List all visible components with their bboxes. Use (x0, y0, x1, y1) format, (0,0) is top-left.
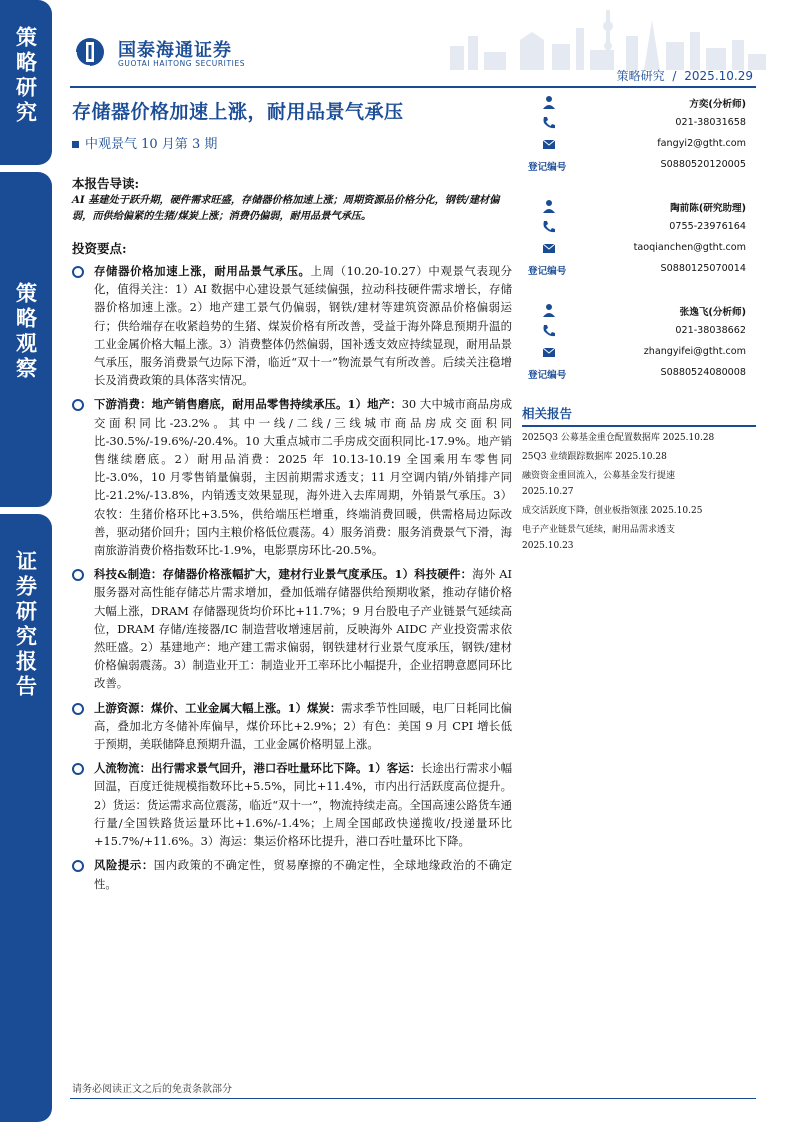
related-report-item[interactable]: 25Q3 业绩跟踪数据库 2025.10.28 (522, 452, 667, 462)
registration-label: 登记编号 (528, 370, 567, 381)
registration-label: 登记编号 (528, 162, 567, 173)
registration-number: S0880125070014 (660, 263, 746, 274)
analyst-email[interactable]: fangyi2@gtht.com (657, 138, 746, 149)
analyst-phone: 021-38031658 (675, 117, 746, 128)
related-report-item[interactable]: 电子产业链景气延续，耐用品需求透支 2025.10.23 (522, 525, 676, 551)
related-reports-heading: 相关报告 (522, 404, 756, 427)
brand-logo-icon (74, 36, 110, 68)
analyst-panel (528, 92, 756, 404)
report-date: 2025.10.29 (684, 69, 753, 83)
analyst-phone: 0755-23976164 (669, 221, 746, 232)
person-icon (542, 303, 556, 317)
analyst-card (528, 300, 756, 404)
analyst-name: 方奕(分析师) (689, 99, 746, 110)
registration-number: S0880524080008 (660, 367, 746, 378)
header-separator: / (672, 69, 677, 83)
registration-label: 登记编号 (528, 266, 567, 277)
points-heading: 投资要点: (72, 241, 127, 256)
sidebar-block-strategy-observation: 策略观察 (0, 172, 52, 507)
email-icon (542, 345, 556, 359)
report-title: 存储器价格加速上涨，耐用品景气承压 (72, 101, 404, 123)
bullet-icon (72, 703, 84, 715)
analyst-email[interactable]: zhangyifei@gtht.com (643, 346, 746, 357)
analyst-name: 张逸飞(分析师) (679, 307, 746, 318)
city-skyline-decoration (440, 6, 770, 70)
point-item: 人流物流：出行需求景气回升，港口吞吐量环比下降。1）客运：长途出行需求小幅回温，百度迁徙规模指数环比+5.5%，同比+11.4%，市内出行活跃度高位提升。2）货运：货运需求高位震荡，临近“双十一”，物流持续走高。全国高速公路货车通行量/全国铁路货运量环比+1.6%/-1.4%；上周全国邮政快递揽收/投递量环比+15.7%/+11.6%。3）海运：集运价格环比提升，港口吞吐量环比下降。 (72, 759, 512, 850)
phone-icon (542, 220, 556, 234)
report-subtitle (72, 133, 217, 152)
related-reports-list (522, 430, 756, 557)
analyst-email[interactable]: taoqianchen@gtht.com (633, 242, 746, 253)
bullet-icon (72, 569, 84, 581)
phone-icon (542, 116, 556, 130)
point-item: 上游资源：煤价、工业金属大幅上涨。1）煤炭：需求季节性回暖，电厂日耗同比偏高，叠加北方冬储补库偏早，煤价环比+2.9%；2）有色：美国 9 月 CPI 增长低于预期，美联储降息预期升温，工业金属价格明显上涨。 (72, 699, 512, 754)
analyst-phone: 021-38038662 (675, 325, 746, 336)
point-item: 存储器价格加速上涨，耐用品景气承压。上周（10.20-10.27）中观景气表现分化，值得关注：1）AI 数据中心建设景气延续偏强，拉动科技硬件需求增长，存储器价格加速上涨。2）地产建工景气仍偏弱，钢铁/建材等建筑资源品价格偏弱运行；供给端存在收紧趋势的生猪、煤炭价格有所改善，受益于海外降息预期升温的工业金属价格大幅上涨。3）消费整体仍然偏弱，国补透支效应持续显现，耐用品景气承压，服务消费景气边际下滑，临近“双十一”物流景气有所改善。后续关注稳增长及消费政策的具体落实情况。 (72, 262, 512, 389)
point-item: 下游消费：地产销售磨底，耐用品零售持续承压。1）地产：30 大中城市商品房成交面积同比-23.2%。其中一线/二线/三线城市商品房成交面积同比-30.5%/-19.6%/-20.4%。10 大重点城市二手房成交面积同比-17.9%。地产销售继续磨底。2）耐用品消费：2025 年 10.13-10.19 全国乘用车零售同比-3.0%，10 月零售销量偏弱，主因前期需求透支；11 月空调内销/外销排产同比-21.2%/-13.8%，内销透支效果显现，海外进入去库周期，外销景气承压。3）农牧：生猪价格环比+3.5%，供给端压栏增重，终端消费回暖，供需格局边际改善，驱动猪价回升；国内主粮价格低位震荡。4）服务消费：服务消费景气下滑，海南旅游消费价格指数环比-1.9%，电影票房环比-20.5%。 (72, 395, 512, 559)
bullet-icon (72, 763, 84, 775)
person-icon (542, 199, 556, 213)
sidebar-block-strategy-research: 策略研究 (0, 0, 52, 165)
analyst-card (528, 196, 756, 300)
header-meta (617, 67, 753, 84)
bullet-icon (72, 860, 84, 872)
point-item: 风险提示：国内政策的不确定性，贸易摩擦的不确定性，全球地缘政治的不确定性。 (72, 856, 512, 892)
footer-divider (70, 1098, 756, 1099)
analyst-card (528, 92, 756, 196)
related-report-item[interactable]: 融资资金重回流入，公募基金发行提速 2025.10.27 (522, 471, 676, 497)
sidebar (0, 0, 56, 1122)
email-icon (542, 137, 556, 151)
bullet-icon (72, 399, 84, 411)
brand-name-en: GUOTAI HAITONG SECURITIES (118, 59, 246, 68)
subtitle-text: 中观景气 10 月第 3 期 (85, 137, 218, 152)
investment-points (72, 262, 512, 899)
email-icon (542, 241, 556, 255)
disclaimer-footer: 请务必阅读正文之后的免责条款部分 (72, 1084, 232, 1095)
registration-number: S0880520120005 (660, 159, 746, 170)
related-report-item[interactable]: 成交活跃度下降，创业板指领涨 2025.10.25 (522, 506, 703, 516)
sidebar-block-securities-research-report: 证券研究报告 (0, 514, 52, 1122)
point-item: 科技&制造：存储器价格涨幅扩大，建材行业景气度承压。1）科技硬件：海外 AI 服务器对高性能存储芯片需求增加，叠加低端存储器供给预期收紧，推动存储价格大幅上涨，DRAM 存储器现货均价环比+11.7%；9 月台股电子产业链景气延续高位，DRAM 存储/连接器/IC 制造营收增速居前，反映海外 AIDC 产业投资需求依然旺盛。2）基建地产：地产建工需求偏弱，钢铁建材行业景气度承压，钢铁/建材价格偏弱震荡。3）制造业开工：制造业开工率环比小幅提升，企业招聘意愿同环比改善。 (72, 565, 512, 692)
header-divider (70, 86, 756, 88)
report-category: 策略研究 (616, 69, 665, 83)
subtitle-square-icon (72, 141, 79, 148)
bullet-icon (72, 266, 84, 278)
person-icon (542, 95, 556, 109)
phone-icon (542, 324, 556, 338)
analyst-name: 陶前陈(研究助理) (670, 203, 746, 214)
related-report-item[interactable]: 2025Q3 公募基金重仓配置数据库 2025.10.28 (522, 433, 715, 443)
brand-name-cn: 国泰海通证券 (118, 40, 232, 61)
guide-heading: 本报告导读: (72, 176, 140, 191)
guide-body: AI 基建处于跃升期，硬件需求旺盛，存储器价格加速上涨；周期资源品价格分化，钢铁/建材偏弱，而供给偏紧的生猪/煤炭上涨；消费仍偏弱，耐用品景气承压。 (72, 194, 500, 223)
